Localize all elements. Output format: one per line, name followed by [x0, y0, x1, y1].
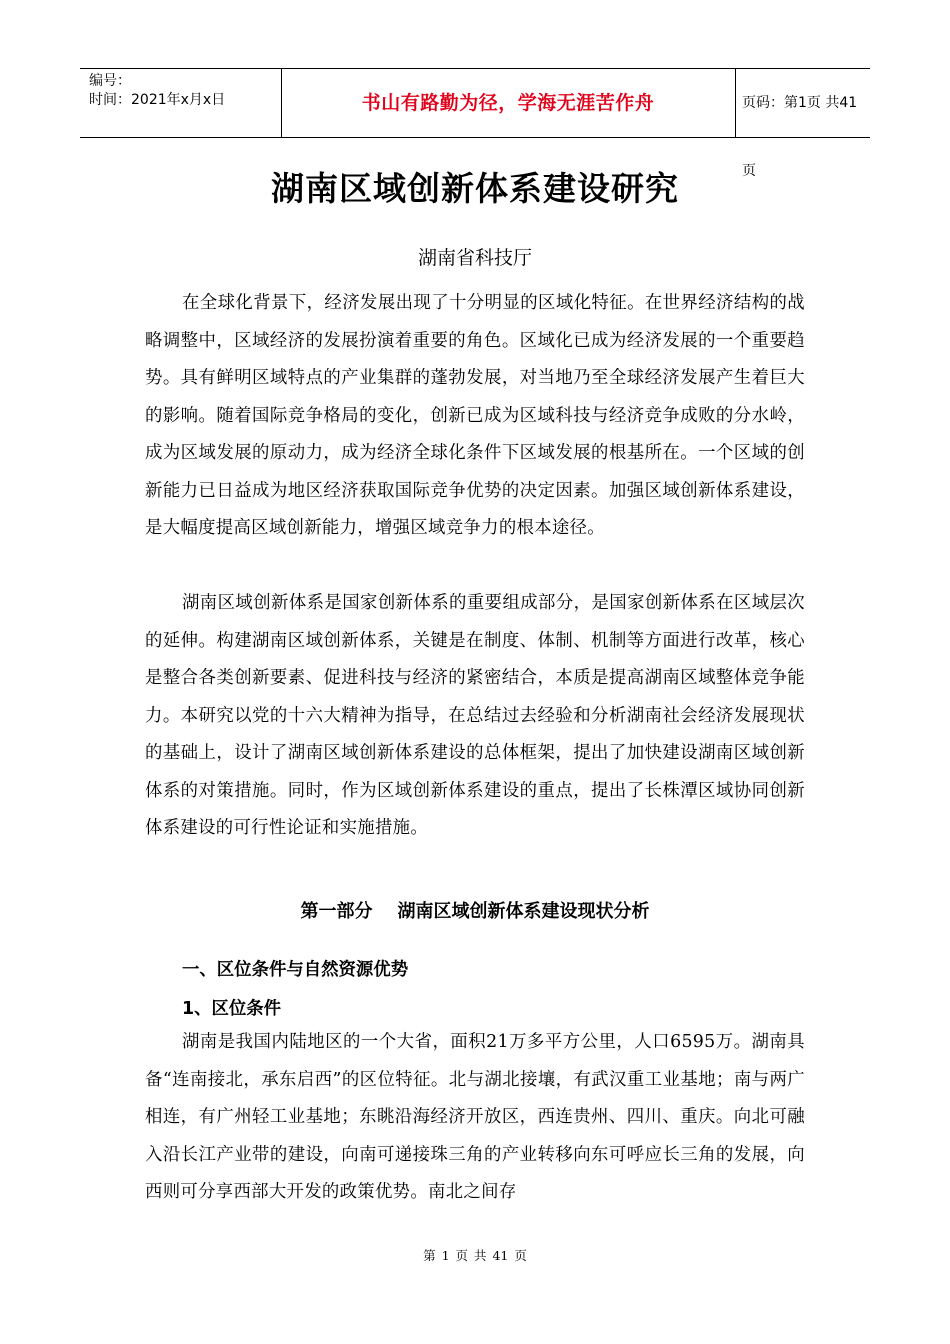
section-heading: 一、区位条件与自然资源优势	[182, 960, 409, 980]
document-author: 湖南省科技厅	[417, 247, 532, 269]
header-motto: 书山有路勤为径，学海无涯苦作舟	[361, 92, 655, 114]
header-divider	[735, 69, 736, 137]
header-meta	[80, 69, 280, 137]
subsection-heading: 1、区位条件	[182, 999, 282, 1019]
intro-paragraph-1: 在全球化背景下，经济发展出现了十分明显的区域化特征。在世界经济结构的战略调整中，区域经济的发展扮演着重要的角色。区域化已成为经济发展的一个重要趋势。具有鲜明区域特点的产业集群的蓬勃发展，对当地乃至全球经济发展产生着巨大的影响。随着国际竞争格局的变化，创新已成为区域科技与经济竞争成败的分水岭，成为区域发展的原动力，成为经济全球化条件下区域发展的根基所在。一个区域的创新能力已日益成为地区经济获取国际竞争优势的决定因素。加强区域创新体系建设，是大幅度提高区域创新能力，增强区域竞争力的根本途径。	[145, 293, 805, 538]
intro-paragraph-2: 湖南区域创新体系是国家创新体系的重要组成部分，是国家创新体系在区域层次的延伸。构建湖南区域创新体系，关键是在制度、体制、机制等方面进行改革，核心是整合各类创新要素、促进科技与经济的紧密结合，本质是提高湖南区域整体竞争能力。本研究以党的十六大精神为指导，在总结过去经验和分析湖南社会经济发展现状的基础上，设计了湖南区域创新体系建设的总体框架，提出了加快建设湖南区域创新体系的对策措施。同时，作为区域创新体系建设的重点，提出了长株潭区域协同创新体系建设的可行性论证和实施措施。	[145, 593, 805, 838]
document-title: 湖南区域创新体系建设研究	[271, 169, 679, 208]
time-label: 时间：2021年x月x日	[89, 92, 226, 108]
section-paragraph: 湖南是我国内陆地区的一个大省，面积21万多平方公里，人口6595万。湖南具备“连南接北，承东启西”的区位特征。北与湖北接壤，有武汉重工业基地；南与两广相连，有广州轻工业基地；东眺沿海经济开放区，西连贵州、四川、重庆。向北可融入沿长江产业带的建设，向南可递接珠三角的产业转移向东可呼应长三角的发展，向西则可分享西部大开发的政策优势。南北之间存	[145, 1032, 805, 1202]
page-footer: 第 1 页 共 41 页	[423, 1248, 527, 1263]
header-page-info: 页码：第1页 共41页	[742, 95, 858, 179]
part-heading: 第一部分 湖南区域创新体系建设现状分析	[300, 901, 650, 922]
page-header	[80, 68, 870, 179]
number-label: 编号：	[89, 73, 131, 89]
